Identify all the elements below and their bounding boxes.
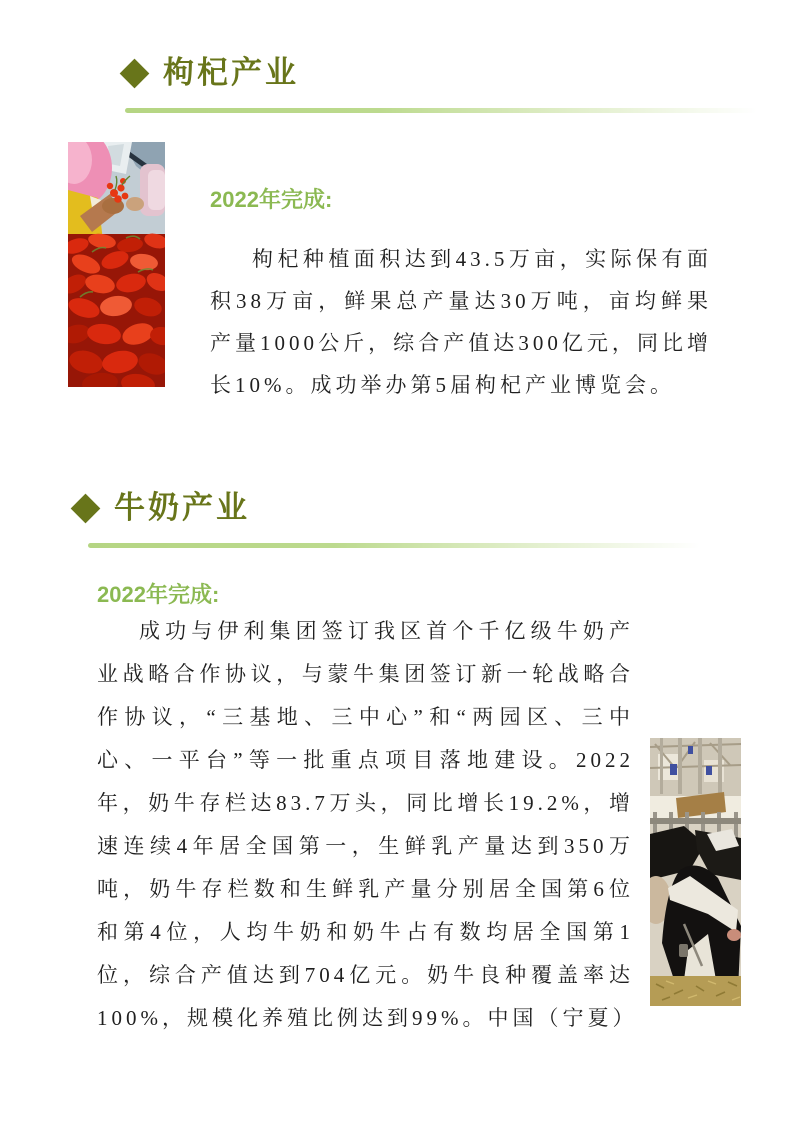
section-header-milk [71,491,250,525]
completed-label-milk: 2022年完成: [97,582,220,607]
goji-berry-harvest-photo [68,142,165,387]
section-header-goji [120,56,299,90]
paragraph-milk: 成功与伊利集团签订我区首个千亿级牛奶产业战略合作协议，与蒙牛集团签订新一轮战略合作协议，“三基地、三中心”和“两园区、三中心、一平台”等一批重点项目落地建设。2022年，奶牛存栏达83.7万头，同比增长19.2%，增速连续4年居全国第一，生鲜乳产量达到350万吨，奶牛存栏数和生鲜乳产量分别居全国第6位和第4位，人均牛奶和奶牛占有数均居全国第1位，综合产值达到704亿元。奶牛良种覆盖率达100%，规模化养殖比例达到99%。中国（宁夏） [97,619,638,1030]
diamond-bullet-icon [120,58,150,88]
dairy-cows-barn-photo [650,738,741,1006]
cows-photo-illustration [650,738,741,1006]
completed-label-goji: 2022年完成: [210,187,333,212]
section-divider-milk [88,543,700,548]
goji-photo-illustration [68,142,165,387]
section-divider-goji [125,108,757,113]
diamond-bullet-icon [71,493,101,523]
paragraph-goji: 枸杞种植面积达到43.5万亩，实际保有面积38万亩，鲜果总产量达30万吨，亩均鲜果产量1000公斤，综合产值达300亿元，同比增长10%。成功举办第5届枸杞产业博览会。 [210,247,712,397]
section-title-goji: 枸杞产业 [163,55,299,90]
section-title-milk: 牛奶产业 [114,490,250,525]
